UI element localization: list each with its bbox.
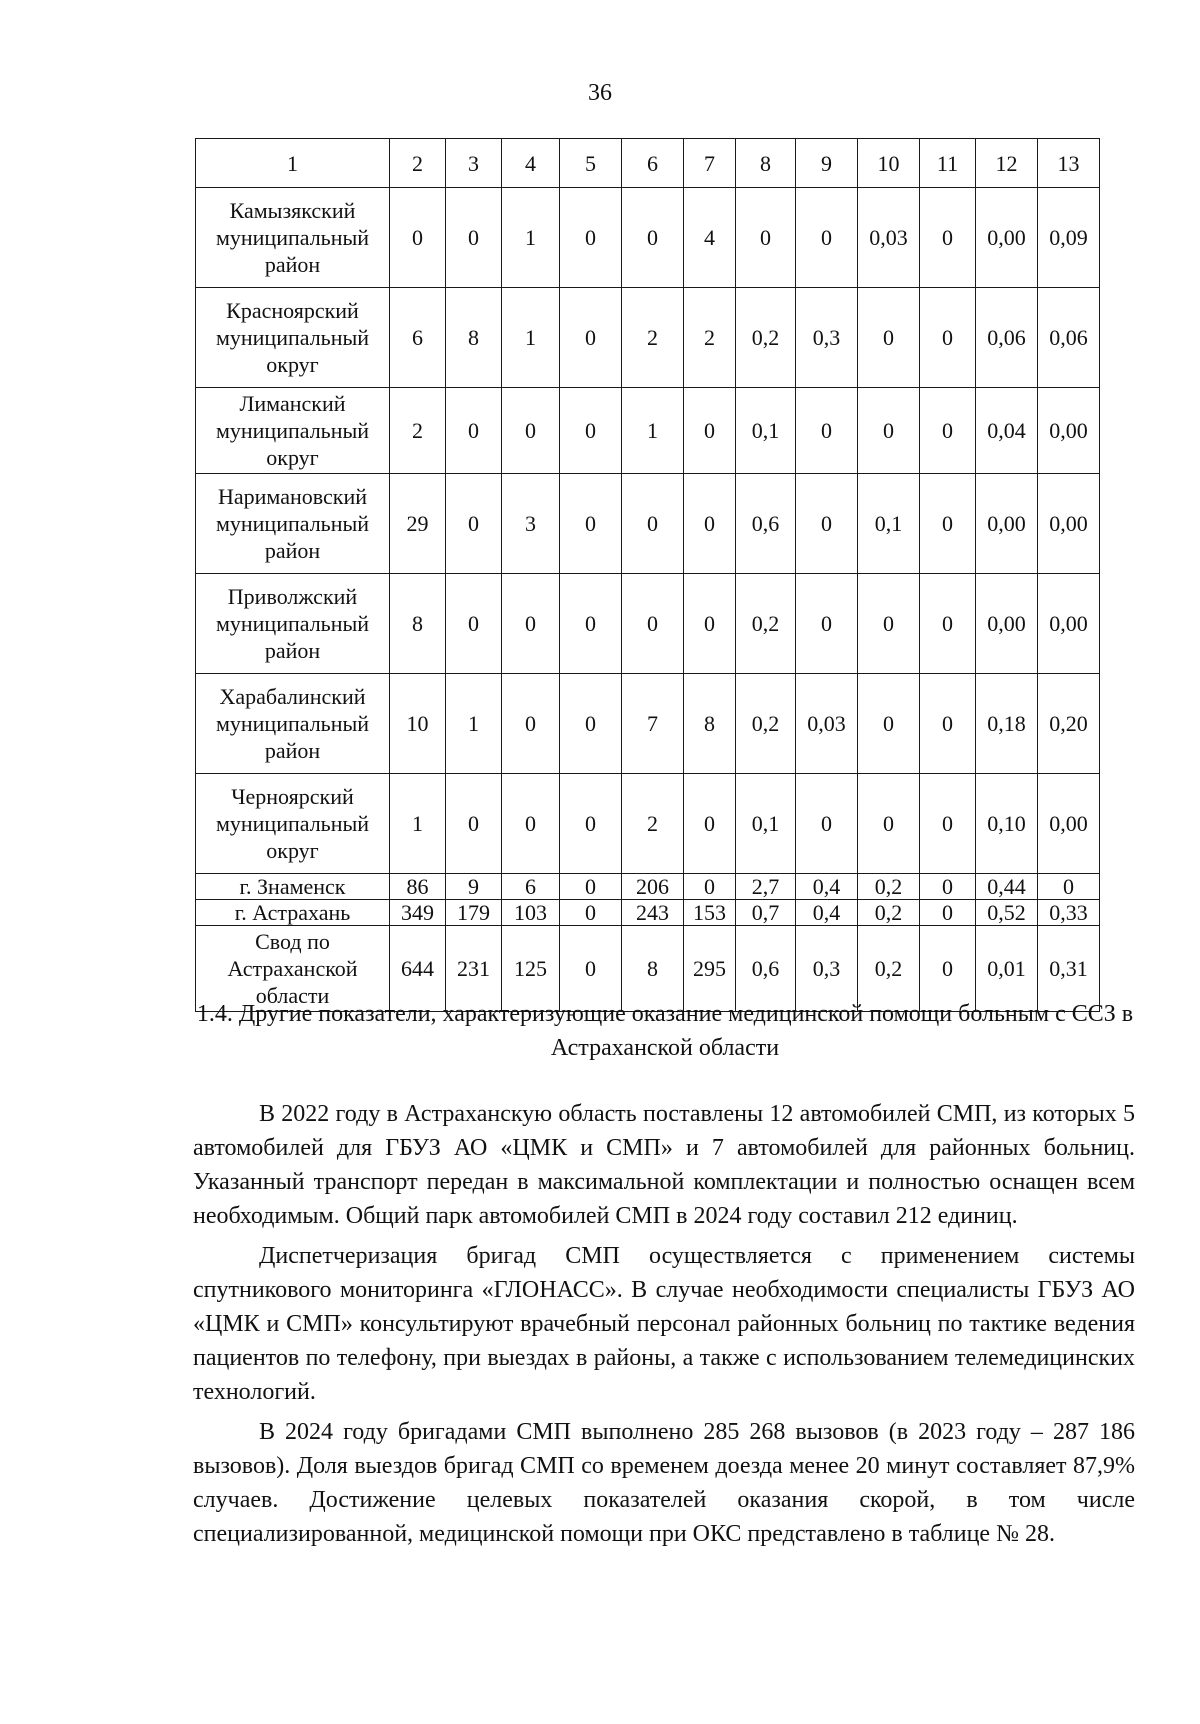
table-cell: 2	[622, 774, 684, 874]
table-cell: 0	[684, 774, 736, 874]
table-cell: 0,52	[976, 900, 1038, 926]
column-header: 3	[446, 139, 502, 188]
row-label-cell: Лиманский муниципальный округ	[196, 388, 390, 474]
table-cell: 86	[390, 874, 446, 900]
table-cell: 10	[390, 674, 446, 774]
table-cell: 0,31	[1038, 926, 1100, 1012]
table-cell: 0	[796, 474, 858, 574]
table-cell: 0	[560, 926, 622, 1012]
column-header: 9	[796, 139, 858, 188]
table-cell: 243	[622, 900, 684, 926]
row-label-cell: Приволжский муниципальный район	[196, 574, 390, 674]
statistics-table	[195, 138, 1100, 1012]
table-cell: 8	[446, 288, 502, 388]
table-row	[196, 474, 1100, 574]
table-cell: 0	[796, 388, 858, 474]
table-cell: 0	[622, 188, 684, 288]
table-row	[196, 288, 1100, 388]
table-cell: 0,09	[1038, 188, 1100, 288]
table-cell: 0,2	[858, 874, 920, 900]
table-cell: 0,6	[736, 474, 796, 574]
table-cell: 0	[920, 388, 976, 474]
table-cell: 0	[560, 474, 622, 574]
column-header: 8	[736, 139, 796, 188]
row-label-cell: Свод по Астраханской области	[196, 926, 390, 1012]
table-cell: 0	[560, 774, 622, 874]
table-cell: 0	[446, 574, 502, 674]
table-cell: 0,2	[858, 926, 920, 1012]
table-row	[196, 574, 1100, 674]
row-label-cell: г. Знаменск	[196, 874, 390, 900]
table-cell: 0	[560, 900, 622, 926]
body-text	[193, 1097, 1135, 1557]
table-cell: 0,1	[858, 474, 920, 574]
table-cell: 206	[622, 874, 684, 900]
table-cell: 0	[502, 674, 560, 774]
table-row	[196, 674, 1100, 774]
row-label-cell: г. Астрахань	[196, 900, 390, 926]
table-cell: 0	[920, 874, 976, 900]
table-cell: 8	[684, 674, 736, 774]
table-row	[196, 388, 1100, 474]
table-cell: 29	[390, 474, 446, 574]
table-cell: 0	[684, 574, 736, 674]
table-cell: 0	[446, 474, 502, 574]
table-cell: 0	[920, 474, 976, 574]
column-header: 12	[976, 139, 1038, 188]
table-cell: 0,18	[976, 674, 1038, 774]
table-cell: 644	[390, 926, 446, 1012]
table-cell: 0,2	[736, 574, 796, 674]
table-cell: 0,2	[858, 900, 920, 926]
table-cell: 103	[502, 900, 560, 926]
table-cell: 0,7	[736, 900, 796, 926]
table-cell: 0,06	[976, 288, 1038, 388]
table-cell: 0,6	[736, 926, 796, 1012]
table-cell: 0	[920, 674, 976, 774]
table-cell: 0	[684, 474, 736, 574]
table-cell: 3	[502, 474, 560, 574]
table-cell: 0,1	[736, 774, 796, 874]
table-cell: 2	[390, 388, 446, 474]
table-cell: 0	[920, 188, 976, 288]
table-cell: 0	[684, 874, 736, 900]
column-header: 1	[196, 139, 390, 188]
table-cell: 0,00	[976, 474, 1038, 574]
table-cell: 1	[446, 674, 502, 774]
table-cell: 0,33	[1038, 900, 1100, 926]
table-cell: 0	[560, 188, 622, 288]
table-cell: 2	[622, 288, 684, 388]
table-cell: 125	[502, 926, 560, 1012]
paragraph: В 2024 году бригадами СМП выполнено 285 268 вызовов (в 2023 году – 287 186 вызовов). Доля выездов бригад СМП со временем доезда менее 20 минут составляет 87,9% случаев. Достижение целевых показателей оказания скорой, в том числе специализированной, медицинской помощи при ОКС представлено в таблице № 28.	[193, 1419, 1135, 1547]
table-cell: 0,4	[796, 900, 858, 926]
table-cell: 0	[560, 288, 622, 388]
table-cell: 0,01	[976, 926, 1038, 1012]
table-cell: 153	[684, 900, 736, 926]
column-header: 13	[1038, 139, 1100, 188]
table-cell: 1	[390, 774, 446, 874]
table-cell: 0	[502, 388, 560, 474]
table-cell: 9	[446, 874, 502, 900]
table-row	[196, 774, 1100, 874]
table-cell: 0	[796, 574, 858, 674]
table-cell: 0	[858, 674, 920, 774]
table-cell: 0	[502, 774, 560, 874]
table-cell: 0	[736, 188, 796, 288]
table-cell: 0,06	[1038, 288, 1100, 388]
table-cell: 0,1	[736, 388, 796, 474]
table-cell: 0,20	[1038, 674, 1100, 774]
table-row	[196, 188, 1100, 288]
table-cell: 0,00	[1038, 774, 1100, 874]
column-header: 4	[502, 139, 560, 188]
column-header: 11	[920, 139, 976, 188]
section-title: 1.4. Другие показатели, характеризующие оказание медицинской помощи больным с ССЗ в Астраханской области	[196, 1001, 1134, 1061]
table-cell: 8	[622, 926, 684, 1012]
table-cell: 0	[920, 926, 976, 1012]
table-cell: 0,3	[796, 288, 858, 388]
table-cell: 179	[446, 900, 502, 926]
column-header: 10	[858, 139, 920, 188]
table-cell: 0	[446, 188, 502, 288]
table-cell: 0	[560, 874, 622, 900]
table-cell: 0	[920, 288, 976, 388]
table-cell: 2,7	[736, 874, 796, 900]
table-cell: 0	[622, 574, 684, 674]
table-cell: 0,10	[976, 774, 1038, 874]
table-cell: 0,00	[1038, 574, 1100, 674]
table-cell: 0,4	[796, 874, 858, 900]
table-cell: 349	[390, 900, 446, 926]
table-cell: 0	[684, 388, 736, 474]
column-header: 6	[622, 139, 684, 188]
table-cell: 0	[560, 674, 622, 774]
table-cell: 6	[390, 288, 446, 388]
page-number: 36	[588, 80, 612, 106]
table-cell: 0,3	[796, 926, 858, 1012]
row-label-cell: Черноярский муниципальный округ	[196, 774, 390, 874]
table-cell: 1	[622, 388, 684, 474]
table-cell: 6	[502, 874, 560, 900]
table-cell: 7	[622, 674, 684, 774]
row-label-cell: Харабалинский муниципальный район	[196, 674, 390, 774]
table-cell: 0	[560, 388, 622, 474]
table-cell: 295	[684, 926, 736, 1012]
paragraph: Диспетчеризация бригад СМП осуществляется с применением системы спутникового мониторинга «ГЛОНАСС». В случае необходимости специалисты ГБУЗ АО «ЦМК и СМП» консультируют врачебный персонал районных больниц по тактике ведения пациентов по телефону, при выездах в районы, а также с использованием телемедицинских технологий.	[193, 1243, 1135, 1405]
table-row	[196, 874, 1100, 900]
table-cell: 4	[684, 188, 736, 288]
table-cell: 8	[390, 574, 446, 674]
row-label-cell: Красноярский муниципальный округ	[196, 288, 390, 388]
table-cell: 0	[796, 774, 858, 874]
column-header: 7	[684, 139, 736, 188]
table-cell: 0,00	[1038, 474, 1100, 574]
table-cell: 0	[446, 388, 502, 474]
table-cell: 0	[858, 388, 920, 474]
table-header-row	[196, 139, 1100, 188]
table-cell: 0,03	[858, 188, 920, 288]
row-label-cell: Наримановский муниципальный район	[196, 474, 390, 574]
table-cell: 0,04	[976, 388, 1038, 474]
table-cell: 0,03	[796, 674, 858, 774]
table-cell: 0	[796, 188, 858, 288]
table-cell: 2	[684, 288, 736, 388]
table-cell: 0	[502, 574, 560, 674]
table-cell: 1	[502, 188, 560, 288]
column-header: 2	[390, 139, 446, 188]
table-cell: 0,00	[1038, 388, 1100, 474]
table-cell: 0	[858, 574, 920, 674]
table-cell: 0,00	[976, 574, 1038, 674]
table-cell: 1	[502, 288, 560, 388]
table-cell: 0	[622, 474, 684, 574]
table-cell: 0	[920, 774, 976, 874]
row-label-cell: Камызякский муниципальный район	[196, 188, 390, 288]
table-cell: 0,44	[976, 874, 1038, 900]
table-cell: 0	[920, 900, 976, 926]
paragraph: В 2022 году в Астраханскую область поставлены 12 автомобилей СМП, из которых 5 автомобилей для ГБУЗ АО «ЦМК и СМП» и 7 автомобилей для районных больниц. Указанный транспорт передан в максимальной комплектации и полностью оснащен всем необходимым. Общий парк автомобилей СМП в 2024 году составил 212 единиц.	[193, 1101, 1135, 1229]
table-cell: 0	[446, 774, 502, 874]
table-cell: 0	[920, 574, 976, 674]
table-row	[196, 900, 1100, 926]
table-cell: 0	[858, 288, 920, 388]
table-cell: 0	[858, 774, 920, 874]
table-cell: 231	[446, 926, 502, 1012]
table-cell: 0,2	[736, 288, 796, 388]
table-cell: 0,00	[976, 188, 1038, 288]
table-cell: 0	[1038, 874, 1100, 900]
column-header: 5	[560, 139, 622, 188]
table-cell: 0,2	[736, 674, 796, 774]
table-cell: 0	[560, 574, 622, 674]
table-cell: 0	[390, 188, 446, 288]
